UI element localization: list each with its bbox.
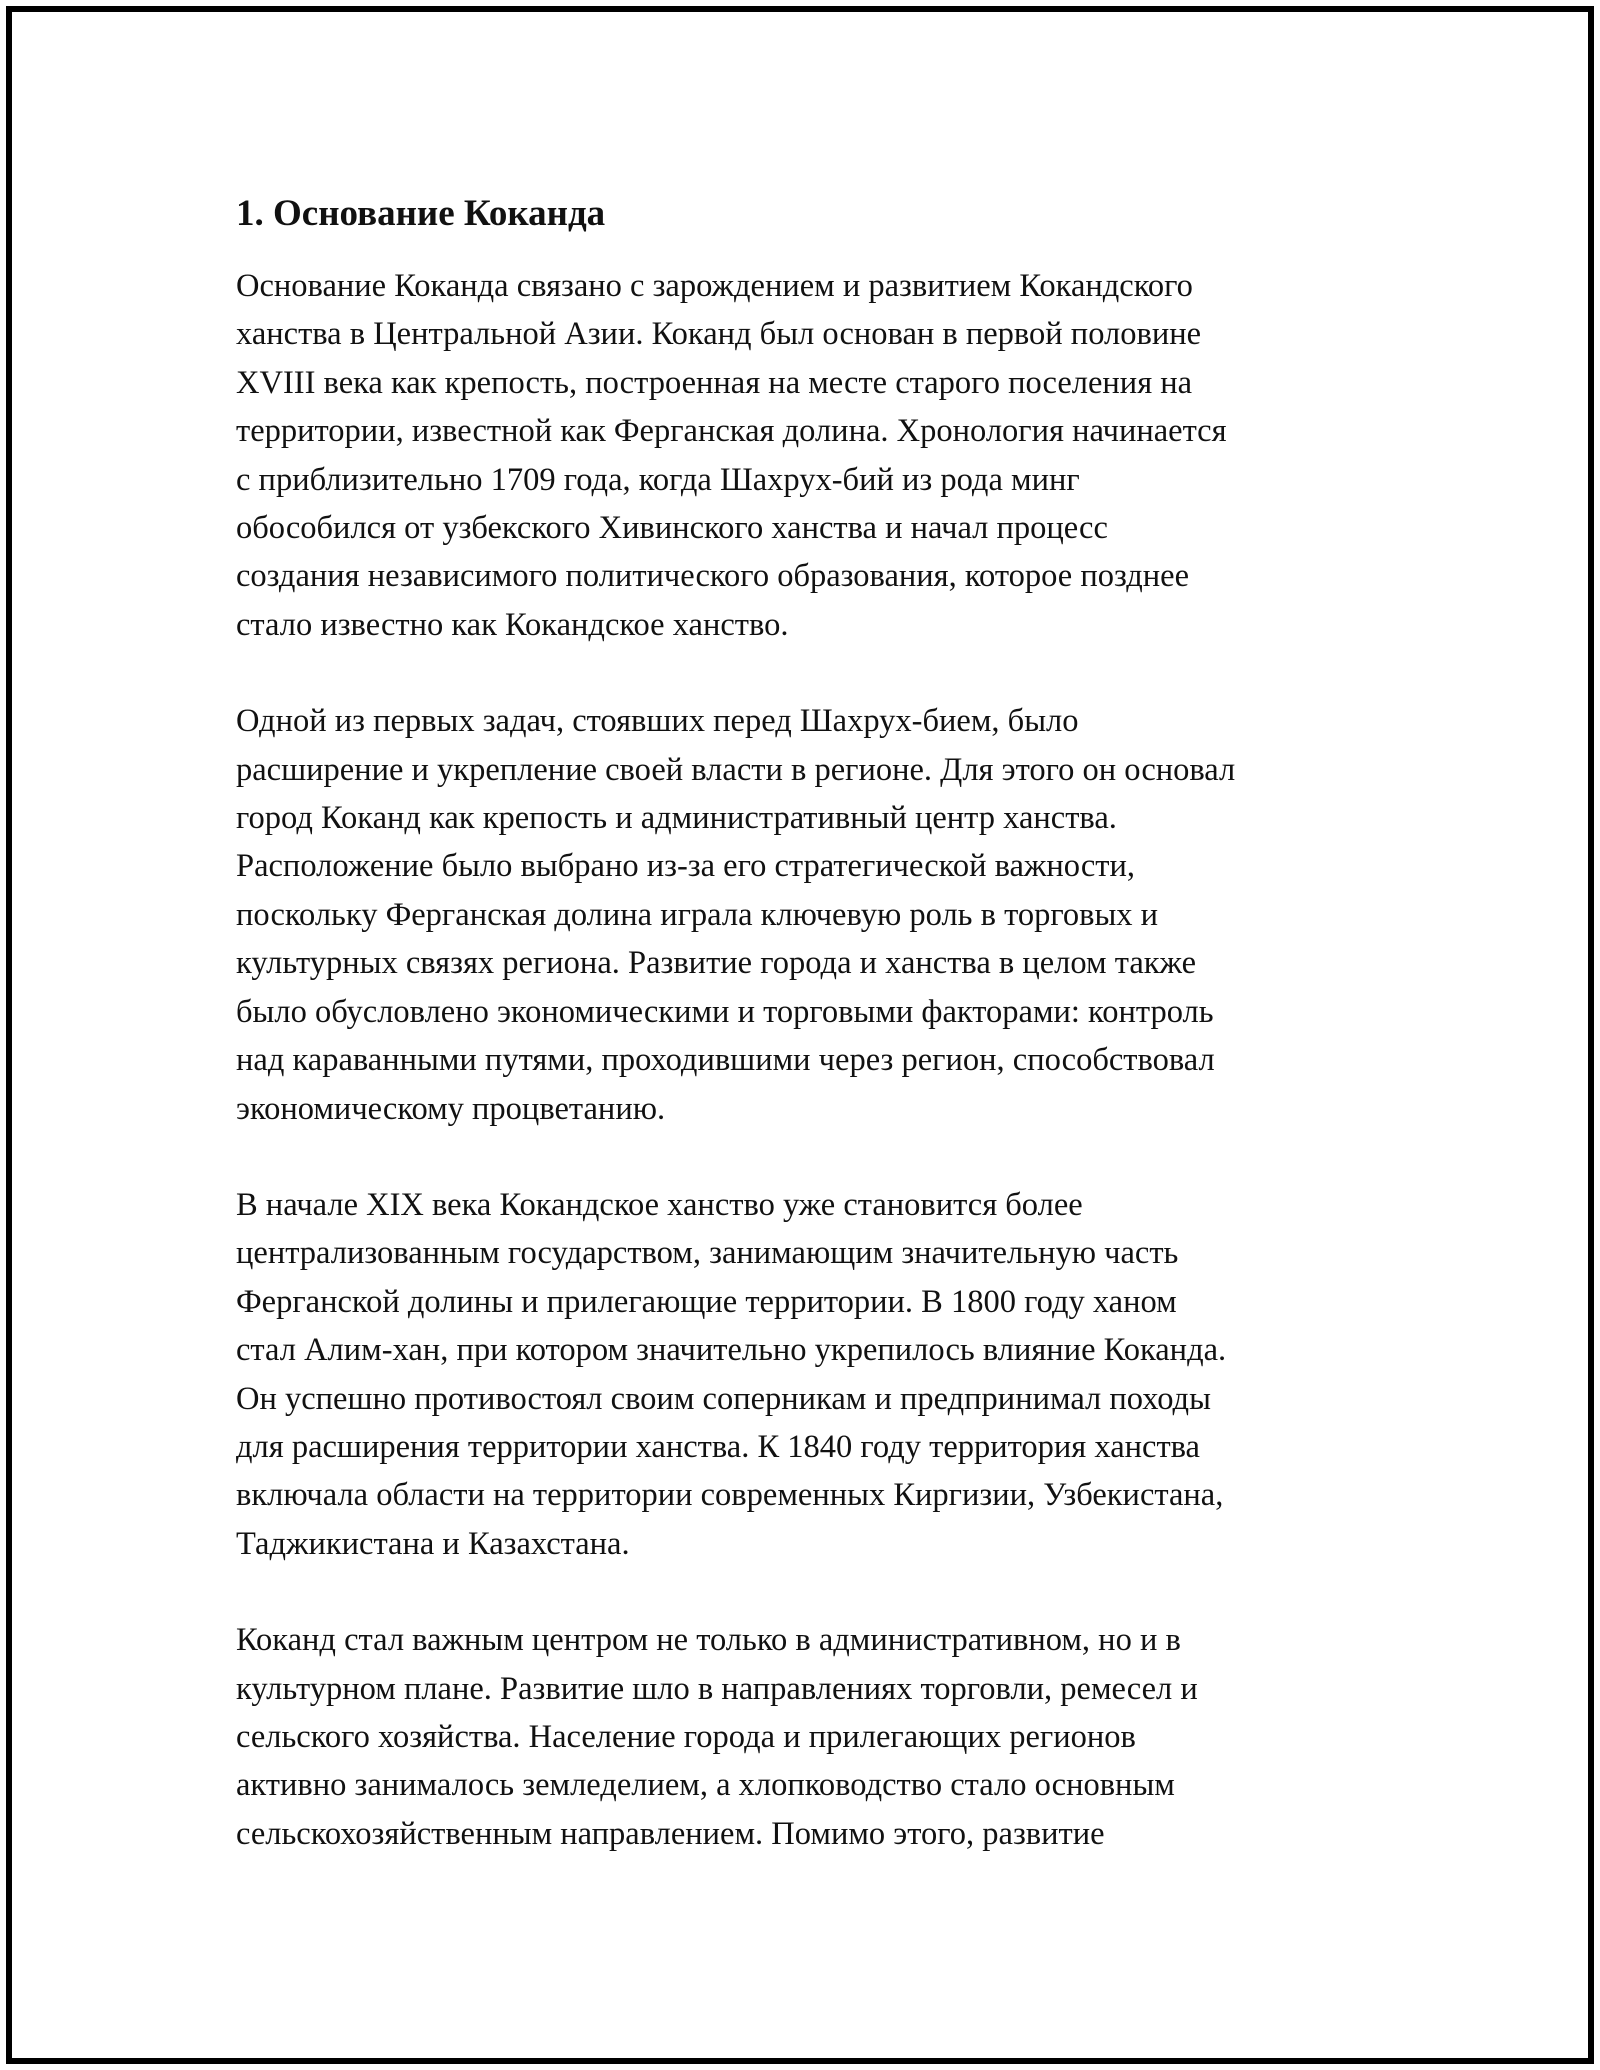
text-line: обособился от узбекского Хивинского ханства и начал процесс (236, 510, 1108, 547)
document-page (236, 186, 1376, 1858)
text-line: XVIII века как крепость, построенная на месте старого поселения на (236, 364, 1193, 401)
paragraph-2 (236, 697, 1376, 1133)
text-line: Одной из первых задач, стоявших перед Шахрух-бием, было (236, 703, 1079, 740)
text-line: для расширения территории ханства. К 1840 году территория ханства (236, 1428, 1200, 1465)
text-line: создания независимого политического образования, которое позднее (236, 558, 1189, 595)
text-line: централизованным государством, занимающим значительную часть (236, 1235, 1179, 1272)
paragraph-1 (236, 262, 1376, 649)
text-line: Основание Коканда связано с зарождением и развитием Кокандского (236, 268, 1193, 304)
text-line: Расположение было выбрано из-за его стратегической важности, (236, 848, 1135, 885)
text-line: В начале XIX века Кокандское ханство уже становится более (236, 1186, 1083, 1223)
text-line: экономическому процветанию. (236, 1090, 666, 1127)
text-line: стало известно как Кокандское ханство. (236, 606, 789, 643)
text-line: город Коканд как крепость и административный центр ханства. (236, 800, 1117, 837)
text-line: Он успешно противостоял своим соперникам и предпринимал походы (236, 1380, 1211, 1417)
text-line: Таджикистана и Казахстана. (236, 1525, 630, 1562)
text-line: активно занималось земледелием, а хлопководство стало основным (236, 1767, 1175, 1804)
text-line: расширение и укрепление своей власти в регионе. Для этого он основал (236, 751, 1236, 788)
text-line: было обусловлено экономическими и торговыми факторами: контроль (236, 993, 1214, 1030)
text-line: ханства в Центральной Азии. Коканд был основан в первой половине (236, 316, 1202, 353)
section-heading: 1. Основание Коканда (236, 193, 606, 234)
text-line: Ферганской долины и прилегающие территории. В 1800 году ханом (236, 1283, 1177, 1320)
text-line: поскольку Ферганская долина играла ключевую роль в торговых и (236, 896, 1159, 933)
text-line: культурных связях региона. Развитие города и ханства в целом также (236, 945, 1196, 982)
text-line: стал Алим-хан, при котором значительно укрепилось влияние Коканда. (236, 1332, 1227, 1369)
text-line: культурном плане. Развитие шло в направлениях торговли, ремесел и (236, 1670, 1198, 1707)
text-line: сельскохозяйственным направлением. Помимо этого, развитие (236, 1815, 1105, 1852)
paragraph-4 (236, 1616, 1376, 1858)
text-line: с приблизительно 1709 года, когда Шахрух-бий из рода минг (236, 461, 1080, 498)
paragraph-3 (236, 1181, 1376, 1568)
text-line: сельского хозяйства. Население города и прилегающих регионов (236, 1718, 1136, 1755)
text-line: территории, известной как Ферганская долина. Хронология начинается (236, 413, 1227, 450)
text-line: Коканд стал важным центром не только в административном, но и в (236, 1622, 1181, 1659)
text-line: включала области на территории современных Киргизии, Узбекистана, (236, 1477, 1224, 1514)
text-line: над караванными путями, проходившими через регион, способствовал (236, 1042, 1215, 1079)
